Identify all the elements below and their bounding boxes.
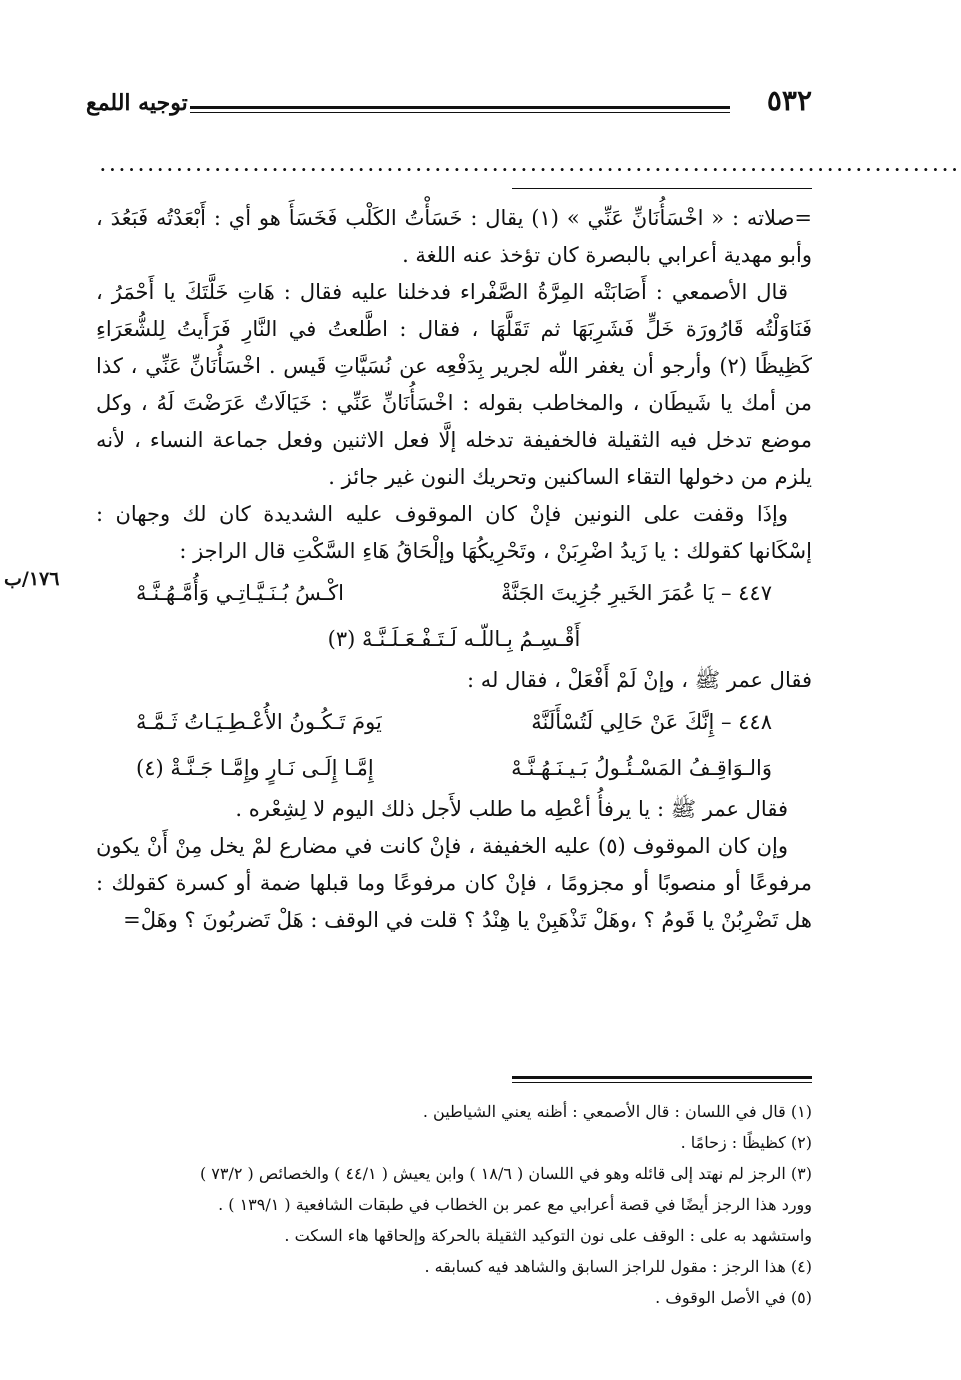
poem-line <box>96 699 812 745</box>
hemistich: ٤٤٨ – إِنَّكَ عَنْ حَالِي لَتُسْأَلَنَّهْ <box>531 710 772 734</box>
separator-rule <box>512 188 812 189</box>
hemistich: يَومَ تَـكُـونُ الأُعْـطِـيَـاتُ ثَـمَّـهْ <box>136 710 382 734</box>
footnote: واستشهد به على : الوقف على نون التوكيد الثقيلة بالحركة وإلحاقها هاء السكت . <box>284 1226 812 1245</box>
hemistich: إِمَّـا إِلَـى نَـارٍ وإِمَّـا جَـنَّـةْ (٤) <box>136 756 374 780</box>
page-number: ٥٣٢ <box>766 84 812 117</box>
hemistich: وَالـوَاقِـفُ المَسْـئُـولُ بَـيـنَـهُـنَّـهْ <box>511 756 772 780</box>
footnotes <box>96 1096 812 1313</box>
paragraph: فقال عمر ﷺ : يا يرفأُ أعْطِه ما طلب لأَجل ذلك اليوم لا لِشِعْره . <box>235 797 788 821</box>
paragraph: =صلاته : « اخْسَأُنَانِّ عَنِّي » (١) يقال : خَسَأْتُ الكَلْب فَخَسَأَ هو أي : أَبْعَدْتُه فَبَعُدَ ، وأبو مهدية أعرابي بالبصرة كان تؤخذ عنه اللغة . <box>96 206 812 267</box>
main-text <box>96 200 812 939</box>
header-rule <box>190 106 730 113</box>
header-title: توجيه اللمع <box>86 90 188 116</box>
footnote: (١) قال في اللسان : قال الأصمعي : أظنه يعني الشياطين . <box>422 1102 812 1121</box>
poem-line <box>96 570 812 616</box>
footnote: (٣) الرجز لم نهتد إلى قائله وهو في اللسان ( ١٨/٦ ) وابن يعيش ( ٤٤/١ ) والخصائص ( ٧٣/٢ ) <box>199 1164 812 1183</box>
footnote: (٤) هذا الرجز : مقول للراجز السابق والشاهد فيه كسابقه . <box>424 1257 812 1276</box>
dotted-separator: .......................................................................................... <box>100 156 961 175</box>
footnote: (٢) كظيظًا : زحامًا . <box>680 1133 812 1152</box>
hemistich: أَقْـسِـمُ بِـاللّـه لَـتَـفْـعَـلَـنَّـهْ (٣) <box>327 627 581 651</box>
paragraph: وإذَا وقفت على النونين فإنْ كان الموقوف عليه الشديدة كان لك وجهان : إسْكَانها كقولك : يا زَيدُ اضْرِبَنْ ، وتَحْرِيكُهَا وإلْحَاقُ هَاءِ السَّكْتِ قال الراجز : <box>96 502 812 563</box>
margin-note: ١٧٦/ب <box>4 568 60 590</box>
paragraph: وإن كان الموقوف (٥) عليه الخفيفة ، فإنْ كانت في مضارع لمْ يخل مِنْ أَنْ يكون مرفوعًا أو منصوبًا أو مجزومًا ، فإنْ كان مرفوعًا وما قبلها ضمة أو كسرة كقولك : هل تَضْرِبُنْ يا قَومُ ؟ ،وهَلْ تَذْهَبِنْ يا هِنْدُ ؟ قلت في الوقف : هَلْ تَضربُونَ ؟ وهَلْ= <box>96 834 812 932</box>
footnote: (٥) في الأصل الوقوف . <box>655 1288 812 1307</box>
paragraph: فقال عمر ﷺ ، وإنْ لَمْ أَفْعَلْ ، فقال له : <box>467 668 812 692</box>
running-header <box>86 86 812 126</box>
footnote-rule <box>512 1076 812 1083</box>
poem-line <box>96 616 812 662</box>
hemistich: ٤٤٧ – يَا عُمَرَ الخَيرِ جُزِيتَ الجَنَّةْ <box>500 581 772 605</box>
poem-line <box>96 745 812 791</box>
footnote: وورد هذا الرجز أيضًا في قصة أعرابي مع عمر بن الخطاب في طبقات الشافعية ( ١٣٩/١ ) . <box>218 1195 812 1214</box>
hemistich: اكْـسُ بُـنَـيَّـاتِـي وَأُمَّـهُـنَّـهْ <box>136 581 344 605</box>
paragraph: قال الأصمعي : أَصَابَتْه المِرَّةُ الصَّفْراء فدخلنا عليه فقال : هَاتِ خَلَّتَكَ يا أَحْمَرُ ، فَنَاوَلْتُه قَارُورَة خَلٍّ فَشَرِبَهَا ثم تَقَلَّهَا ، فقال : اطَّلعتُ في النَّارِ فَرَأَيتُ لِلشُّعَرَاءِ كَظِيظًا (٢) وأرجو أن يغفر اللّه لجرير بِدَفْعِه عن نُسَيَّاتِ قَيس . اخْسَأُنَانِّ عَنِّي ، كذا من أمك يا شَيطَان ، والمخاطب بقوله : اخْسَأُنَانِّ عَنِّي : خَيَالَاتٌ عَرَضْتَ لَهُ ، وكل موضع تدخل فيه الثقيلة فالخفيفة تدخله إلَّا فعل الاثنين وفعل جماعة النساء ، لأنه يلزم من دخولها التقاء الساكنين وتحريك النون غير جائز . <box>96 280 812 489</box>
